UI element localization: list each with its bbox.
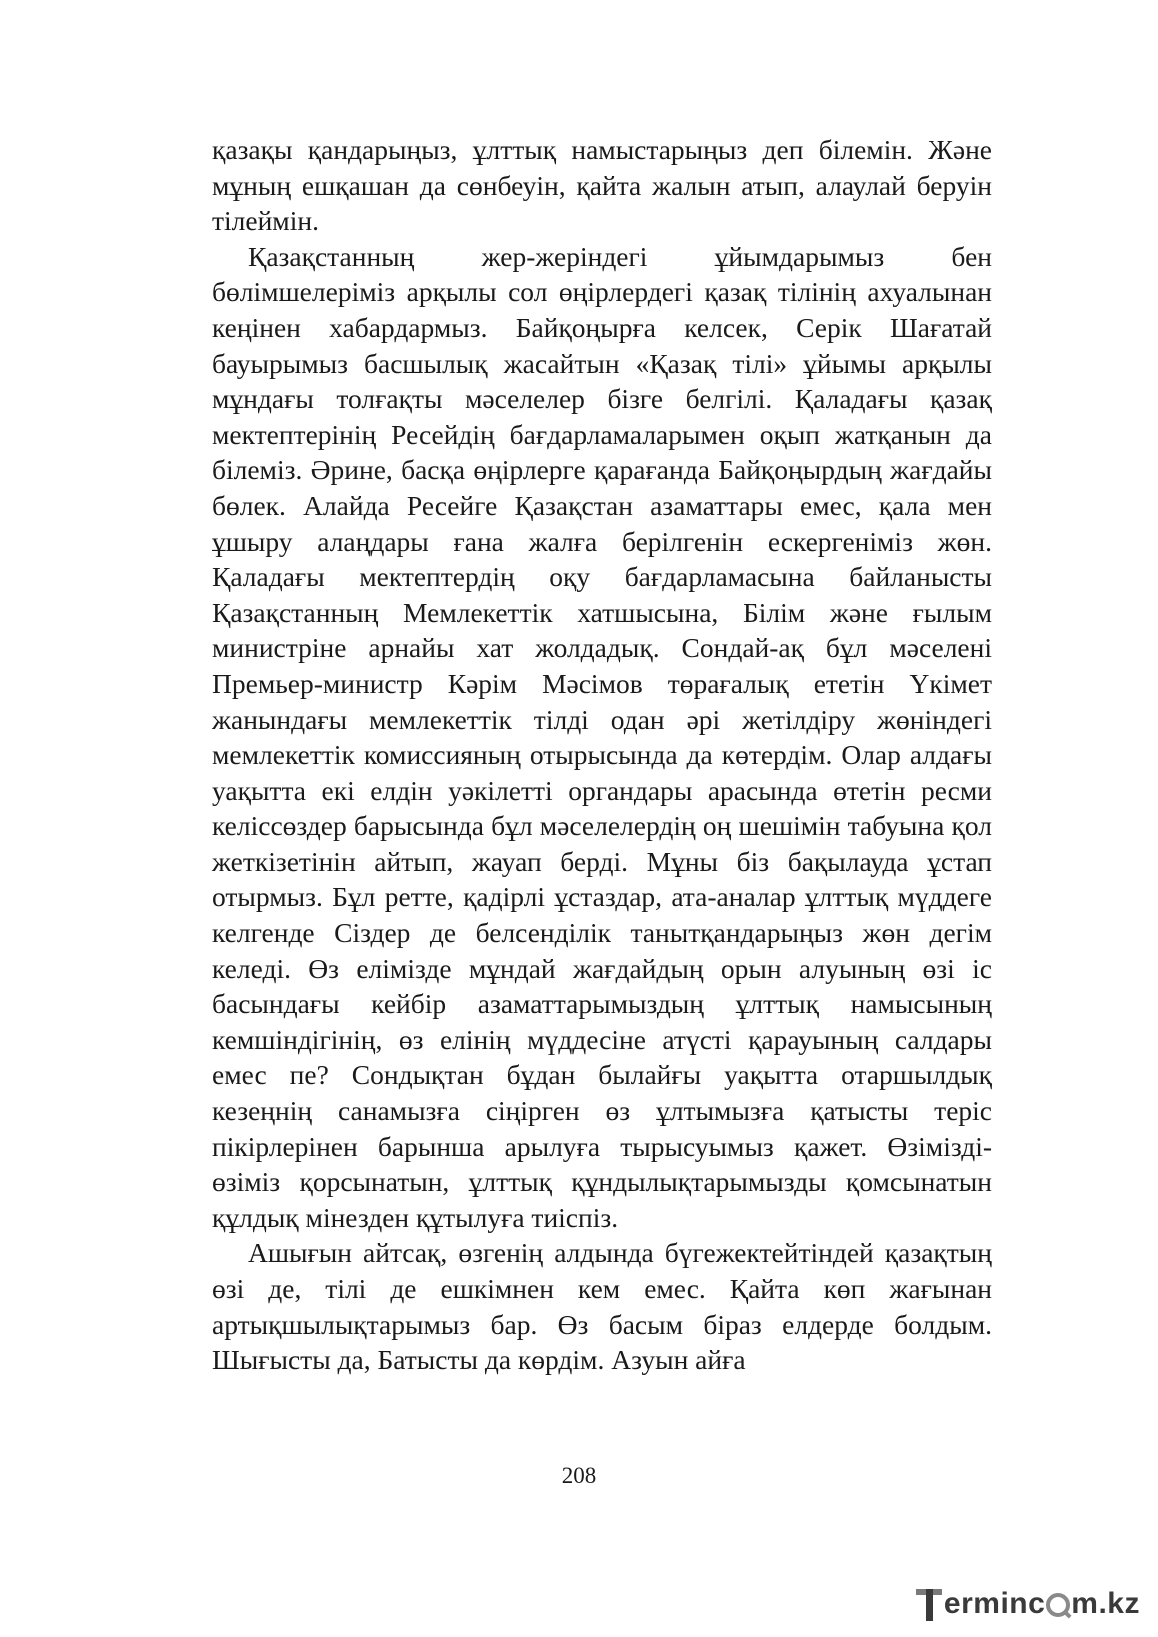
- watermark-text-part1: erminc: [943, 1587, 1046, 1620]
- paragraph-2: Қазақстанның жер-жеріндегі ұйымдарымыз бен бөлімшелеріміз арқылы сол өңірлердегі қазақ тілінің ахуалынан кеңінен хабардармыз. Байқоңырға келсек, Серік Шағатай бауырымыз басшылық жасайтын «Қазақ тілі» ұйымы арқылы мұндағы толғақты мәселелер бізге белгілі. Қаладағы қазақ мектептерінің Ресейдің бағдарламаларымен оқып жатқанын да білеміз. Әрине, басқа өңірлерге қарағанда Байқоңырдың жағдайы бөлек. Алайда Ресейге Қазақстан азаматтары емес, қала мен ұшыру алаңдары ғана жалға берілгенін ескергеніміз жөн. Қаладағы мектептердің оқу бағдарламасына байланысты Қазақстанның Мемлекеттік хатшысына, Білім және ғылым министріне арнайы хат жолдадық. Сондай-ақ бұл мәселені Премьер-министр Кәрім Мәсімов төрағалық ететін Үкімет жанындағы мемлекеттік тілді одан әрі жетілдіру жөніндегі мемлекеттік комиссияның отырысында да көтердім. Олар алдағы уақытта екі елдін уәкілетті органдары арасында өтетін ресми келіссөздер барысында бұл мәселелердің оң шешімін табуына қол жеткізетінін айтып, жауап берді. Мұны біз бақылауда ұстап отырмыз. Бұл ретте, қадірлі ұстаздар, ата-аналар ұлттық мүддеге келгенде Сіздер де белсенділік танытқандарыңыз жөн дегім келеді. Өз елімізде мұндай жағдайдың орын алуының өзі іс басындағы кейбір азаматтарымыздың ұлттық намысының кемшіндігінің, өз елінің мүддесіне атүсті қарауының салдары емес пе? Сондықтан бұдан былайғы уақытта отаршылдық кезеңнің санамызға сіңірген өз ұлтымызға қатысты теріс пікірлерінен барынша арылуға тырысуымыз қажет. Өзімізді-өзіміз қорсынатын, ұлттық құндылықтарымызды қомсынатын құлдық мінезден құтылуға тиіспіз.: [212, 240, 992, 1233]
- page-number: 208: [561, 1463, 597, 1488]
- paragraph-3: Ашығын айтсақ, өзгенің алдында бүгежектейтіндей қазақтың өзі де, тілі де ешкімнен кем емес. Қайта көп жағынан артықшылықтарымыз бар. Өз басым біраз елдерде болдым. Шығысты да, Батысты да көрдім. Азуын айға: [212, 1237, 992, 1376]
- t-logo-icon: [916, 1587, 942, 1621]
- body-text: [212, 132, 992, 1378]
- paragraph-1: қазақы қандарыңыз, ұлттық намыстарыңыз деп білемін. Және мұның ешқашан да сөнбеуін, қайта жалын атып, алаулай беруін тілеймін.: [212, 134, 992, 237]
- magnifier-o-icon: [1046, 1593, 1070, 1617]
- watermark-text-part2: m.kz: [1071, 1587, 1140, 1620]
- termincom-watermark-logo: [916, 1581, 1140, 1621]
